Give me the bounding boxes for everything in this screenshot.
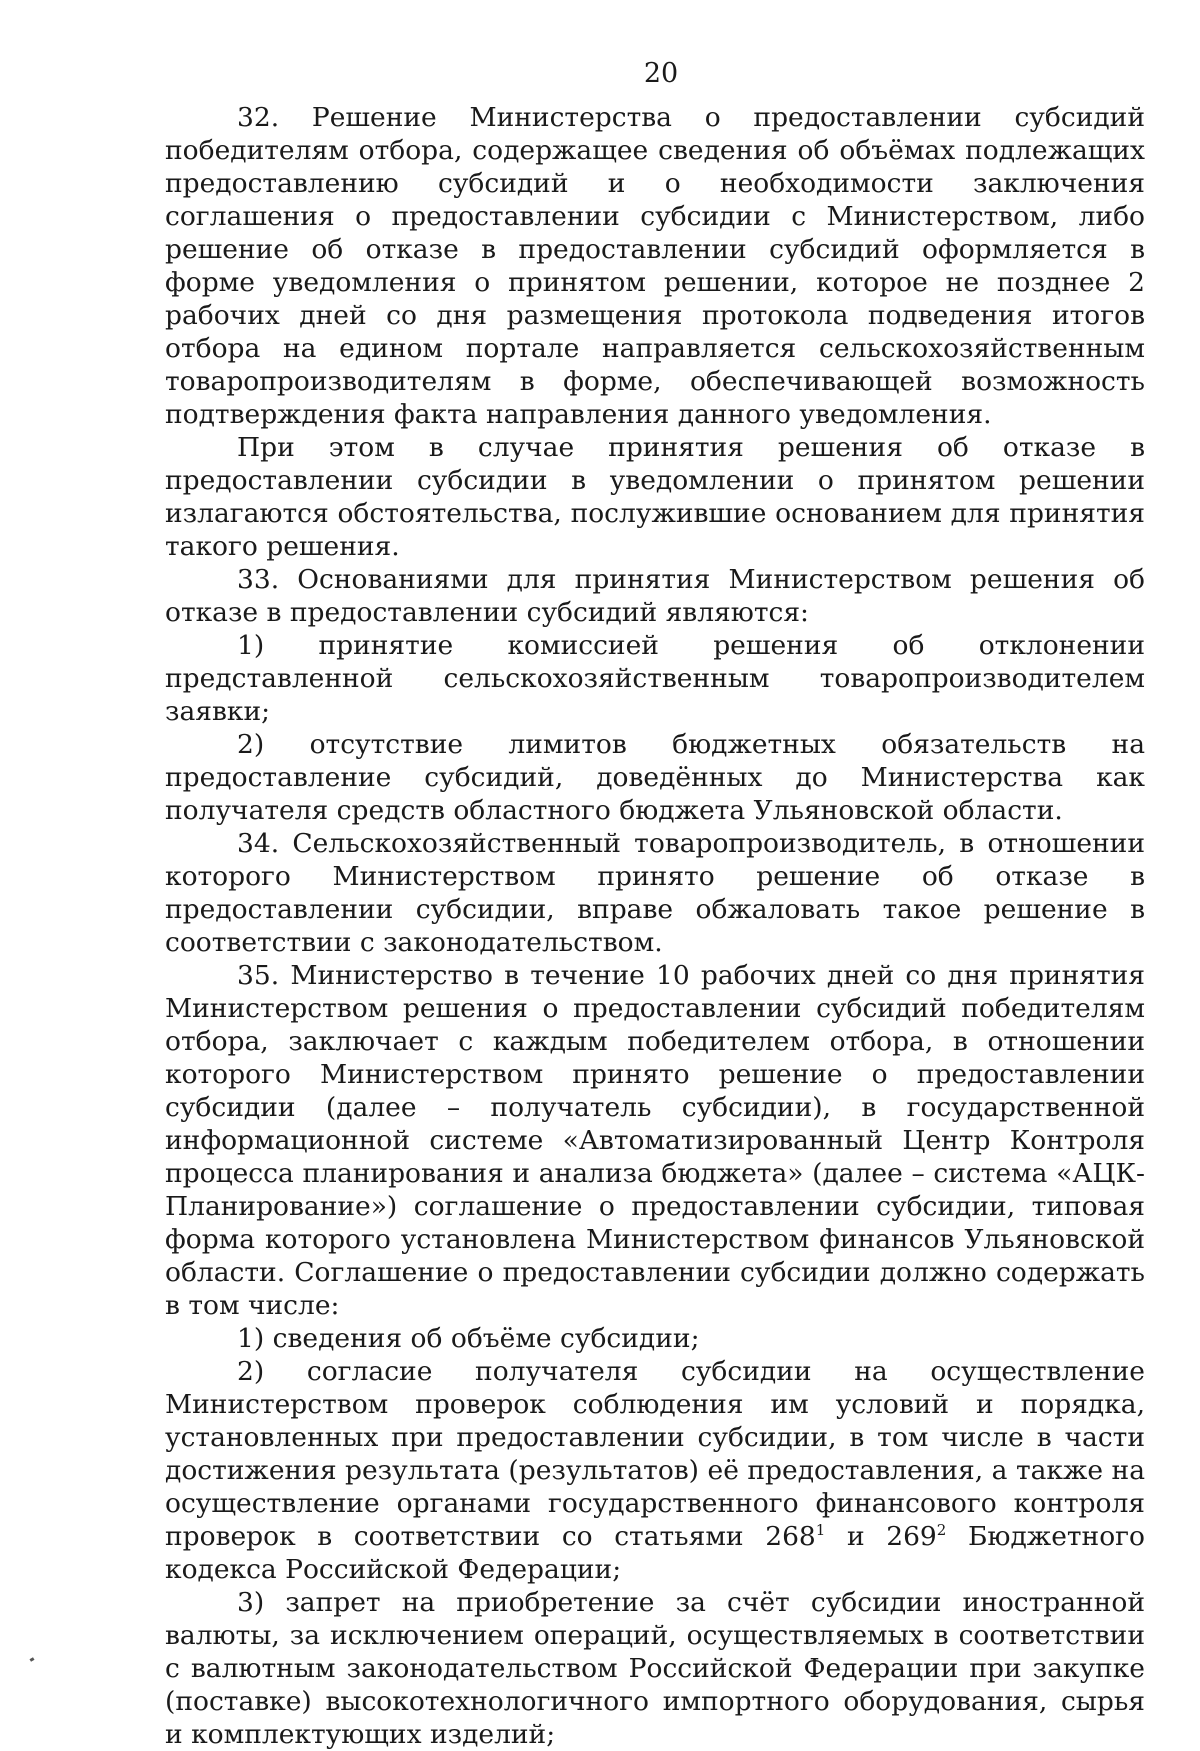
superscript-2: 2 xyxy=(936,1521,947,1540)
paragraph-32: 32. Решение Министерства о предоставлении субсидий победителям отбора, содержащее сведения об объёмах подлежащих предоставлению субсидий и о необходимости заключения соглашения о предоставлении субсидии с Министерством, либо решение об отказе в предоставлении субсидий оформляется в форме уведомления о принятом решении, которое не позднее 2 рабочих дней со дня размещения протокола подведения итогов отбора на едином портале направляется сельскохозяйственным товаропроизводителям в форме, обеспечивающей возможность подтверждения факта направления данного уведомления. xyxy=(165,102,1145,430)
item-2-text-before: 2) согласие получателя субсидии на осуществление Министерством проверок соблюдения им условий и порядка, установленных при предоставлении субсидии, в том числе в части достижения результата (результатов) её предоставления, а также на осуществление органами государственного финансового контроля проверок в соответствии со статьями 268 xyxy=(165,1356,1145,1552)
paragraph-33-item-1: 1) принятие комиссией решения об отклонении представленной сельскохозяйственным товаропроизводителем заявки; xyxy=(165,630,1145,727)
document-page xyxy=(165,55,1145,1751)
superscript-1: 1 xyxy=(815,1521,826,1540)
item-2-text-middle: и 269 xyxy=(825,1521,937,1552)
paragraph-35-item-3: 3) запрет на приобретение за счёт субсидии иностранной валюты, за исключением операций, осуществляемых в соответствии с валютным законодательством Российской Федерации при закупке (поставке) высокотехнологичного импортного оборудования, сырья и комплектующих изделий; xyxy=(165,1587,1145,1750)
paragraph-32-refusal: При этом в случае принятия решения об отказе в предоставлении субсидии в уведомлении о принятом решении излагаются обстоятельства, послужившие основанием для принятия такого решения. xyxy=(165,432,1145,562)
paragraph-34: 34. Сельскохозяйственный товаропроизводитель, в отношении которого Министерством принято решение об отказе в предоставлении субсидии, вправе обжаловать такое решение в соответствии с законодательством. xyxy=(165,828,1145,958)
paragraph-33-item-2: 2) отсутствие лимитов бюджетных обязательств на предоставление субсидий, доведённых до Министерства как получателя средств областного бюджета Ульяновской области. xyxy=(165,729,1145,826)
scan-mark xyxy=(30,1657,35,1662)
item-2-text-after: Бюджетного кодекса Российской Федерации; xyxy=(165,1521,1145,1585)
paragraph-35: 35. Министерство в течение 10 рабочих дней со дня принятия Министерством решения о предоставлении субсидий победителям отбора, заключает с каждым победителем отбора, в отношении которого Министерством принято решение о предоставлении субсидии (далее – получатель субсидии), в государственной информационной системе «Автоматизированный Центр Контроля процесса планирования и анализа бюджета» (далее – система «АЦК-Планирование») соглашение о предоставлении субсидии, типовая форма которого установлена Министерством финансов Ульяновской области. Соглашение о предоставлении субсидии должно содержать в том числе: xyxy=(165,960,1145,1321)
paragraph-35-item-2 xyxy=(165,1355,1145,1586)
paragraph-35-item-1: 1) сведения об объёме субсидии; xyxy=(237,1323,700,1354)
page-number: 20 xyxy=(643,58,679,89)
paragraph-33: 33. Основаниями для принятия Министерством решения об отказе в предоставлении субсидий являются: xyxy=(165,564,1145,628)
